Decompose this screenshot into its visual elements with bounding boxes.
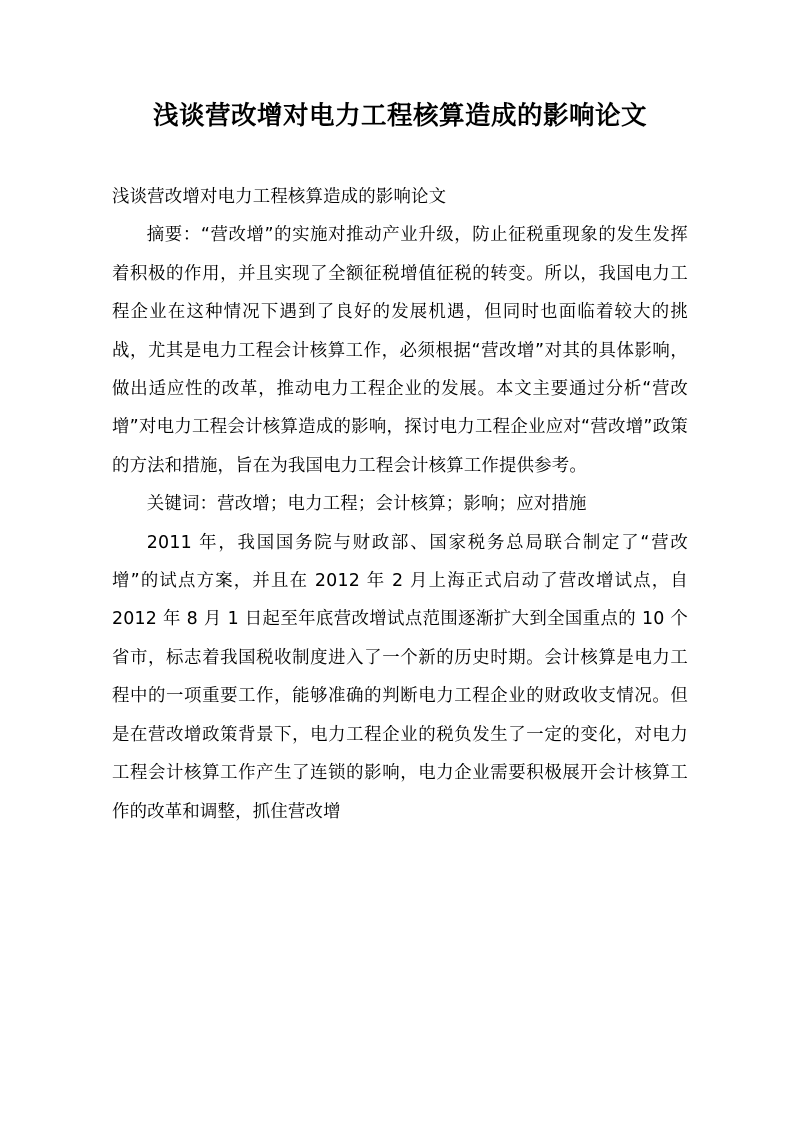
paragraph-abstract: 摘要：“营改增”的实施对推动产业升级，防止征税重现象的发生发挥着积极的作用，并且实现了全额征税增值征税的转变。所以，我国电力工程企业在这种情况下遇到了良好的发展机遇，但同时也面临着较大的挑战，尤其是电力工程会计核算工作，必须根据“营改增”对其的具体影响，做出适应性的改革，推动电力工程企业的发展。本文主要通过分析“营改增”对电力工程会计核算造成的影响，探讨电力工程企业应对“营改增”政策的方法和措施，旨在为我国电力工程会计核算工作提供参考。 xyxy=(112,225,688,476)
page-title: 浅谈营改增对电力工程核算造成的影响论文 xyxy=(152,101,647,131)
paragraph-introduction: 2011 年，我国国务院与财政部、国家税务总局联合制定了“营改增”的试点方案，并且在 2012 年 2 月上海正式启动了营改增试点，自 2012 年 8 月 1 日起至年底营改增试点范围逐渐扩大到全国重点的 10 个省市，标志着我国税收制度进入了一个新的历史时期。会计核算是电力工程中的一项重要工作，能够准确的判断电力工程企业的财政收支情况。但是在营改增政策背景下，电力工程企业的税负发生了一定的变化，对电力工程会计核算工作产生了连锁的影响，电力企业需要积极展开会计核算工作的改革和调整，抓住营改增 xyxy=(112,532,688,822)
paragraph-heading-repeat: 浅谈营改增对电力工程核算造成的影响论文 xyxy=(112,187,447,207)
document-body xyxy=(112,178,688,831)
paragraph-keywords: 关键词：营改增；电力工程；会计核算；影响；应对措施 xyxy=(146,494,587,515)
